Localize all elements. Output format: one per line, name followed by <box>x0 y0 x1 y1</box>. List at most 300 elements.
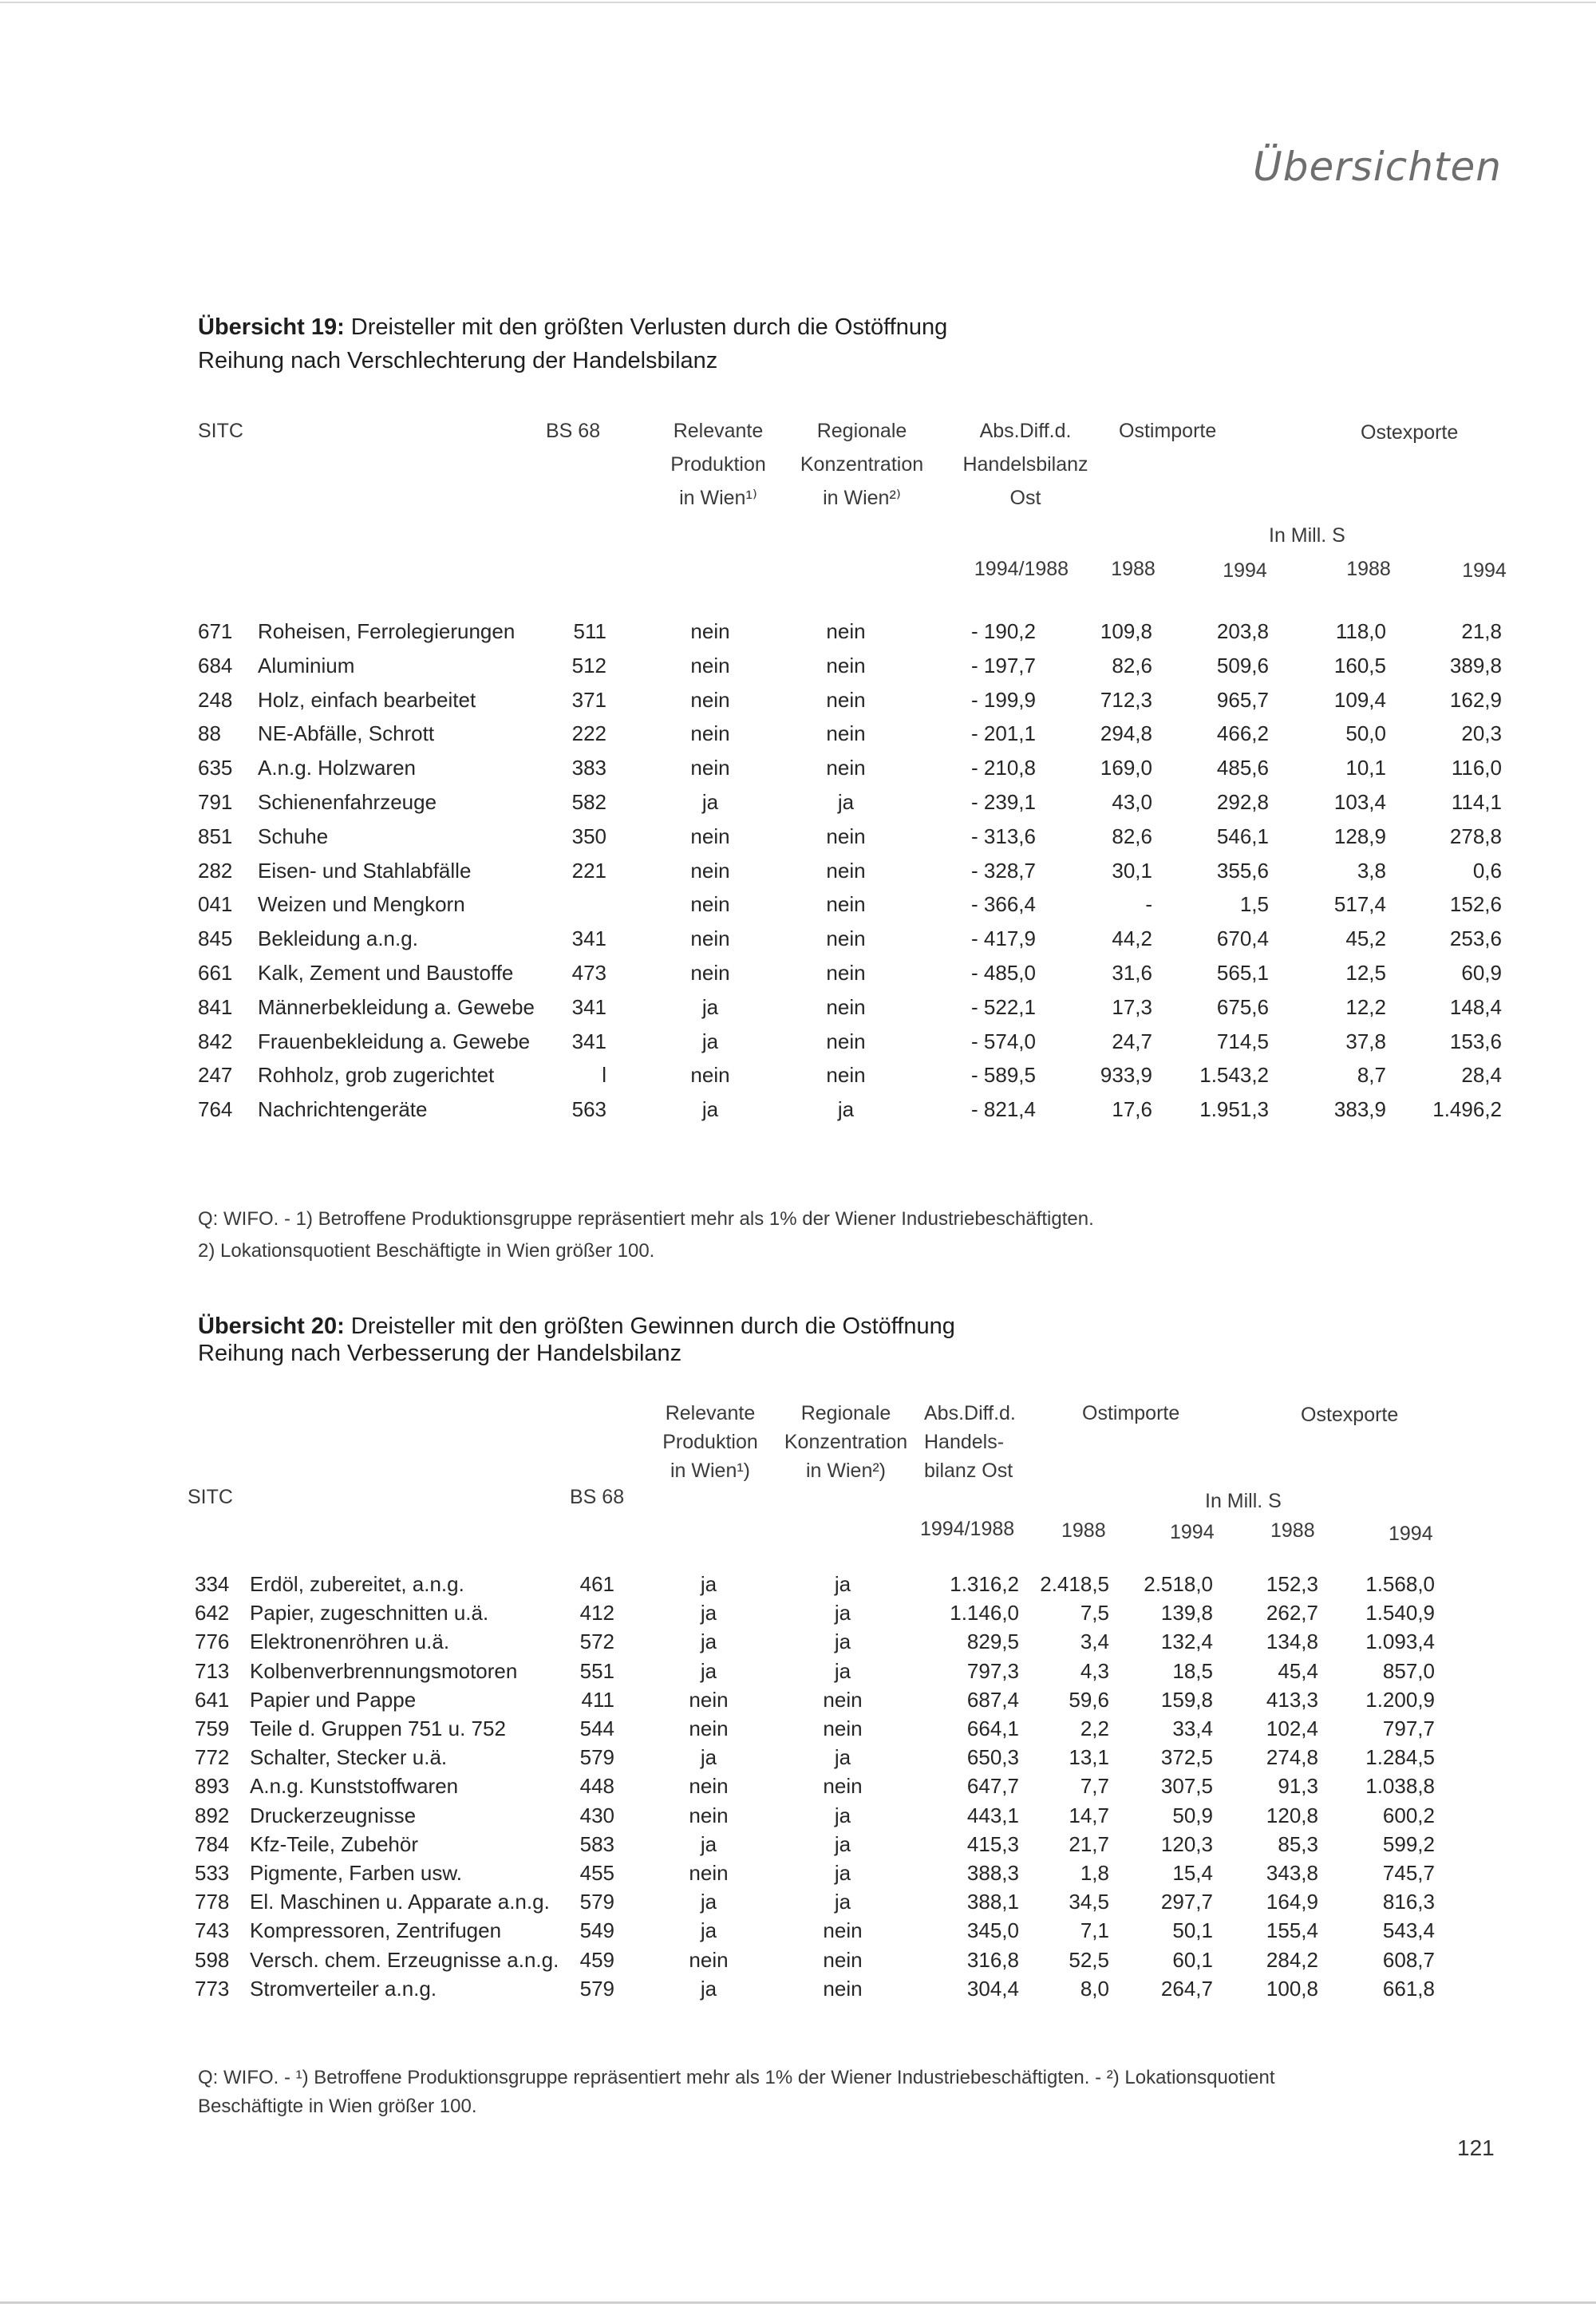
regional-cell: nein <box>826 892 866 917</box>
name-cell: Kompressoren, Zentrifugen <box>250 1918 502 1943</box>
table-row <box>0 824 1596 858</box>
relevant-cell: nein <box>689 1716 729 1740</box>
table-row <box>0 688 1596 721</box>
absdiff-cell: 664,1 <box>966 1716 1019 1740</box>
name-cell: Papier und Pappe <box>250 1687 417 1712</box>
bs68-cell: 579 <box>579 1745 614 1770</box>
name-cell: Holz, einfach bearbeitet <box>258 687 476 712</box>
ostexporte-1994-cell: 816,3 <box>1382 1890 1435 1914</box>
ostexporte-1994-cell: 152,6 <box>1449 892 1502 917</box>
relevant-cell: ja <box>700 1918 717 1943</box>
sitc-cell: 533 <box>195 1861 230 1885</box>
ostimporte-1988-cell: 3,4 <box>1080 1630 1109 1654</box>
sitc-cell: 282 <box>198 858 233 883</box>
table20-note-1: Q: WIFO. - ¹) Betroffene Produktionsgruppe repräsentiert mehr als 1% der Wiener Industriebeschäftigten. - ²) Lokationsquotient <box>198 2067 1275 2088</box>
col-header-ostimporte: Ostimporte <box>1082 1402 1180 1424</box>
ostexporte-1994-cell: 599,2 <box>1382 1831 1435 1856</box>
ostimporte-1994-cell: 1.543,2 <box>1199 1063 1269 1088</box>
relevant-cell: nein <box>689 1687 729 1712</box>
col-header-year-exp88: 1988 <box>1346 558 1391 580</box>
ostimporte-1988-cell: 7,1 <box>1080 1918 1109 1943</box>
bs68-cell: 551 <box>579 1658 614 1683</box>
ostimporte-1988-cell: 82,6 <box>1112 653 1152 677</box>
regional-cell: nein <box>826 994 866 1019</box>
regional-cell: nein <box>826 824 866 848</box>
ostimporte-1988-cell: 31,6 <box>1112 961 1152 985</box>
ostimporte-1994-cell: 15,4 <box>1172 1861 1213 1885</box>
name-cell: Roheisen, Ferrolegierungen <box>258 619 516 643</box>
col-header-bs68: BS 68 <box>546 420 601 442</box>
sitc-cell: 791 <box>198 790 233 814</box>
absdiff-cell: - 199,9 <box>971 687 1036 712</box>
col-header-relevant <box>654 414 782 515</box>
ostexporte-1994-cell: 114,1 <box>1451 790 1502 814</box>
sitc-cell: 671 <box>198 619 233 643</box>
ostimporte-1994-cell: 466,2 <box>1216 721 1269 746</box>
ostexporte-1988-cell: 164,9 <box>1266 1890 1318 1914</box>
regional-cell: nein <box>826 858 866 883</box>
table19-title-text: Dreisteller mit den größten Verlusten durch die Ostöffnung <box>344 314 948 340</box>
absdiff-cell: - 417,9 <box>971 926 1036 951</box>
regional-cell: ja <box>834 1890 851 1914</box>
name-cell: Schienenfahrzeuge <box>258 790 437 814</box>
sitc-cell: 713 <box>195 1658 230 1683</box>
bs68-cell: 411 <box>581 1687 614 1712</box>
name-cell: Erdöl, zubereitet, a.n.g. <box>250 1572 464 1596</box>
col-header-sitc: SITC <box>188 1486 233 1508</box>
relevant-cell: ja <box>701 1029 719 1053</box>
name-cell: Rohholz, grob zugerichtet <box>258 1063 495 1088</box>
col-header-absdiff <box>924 1399 1016 1485</box>
col-header-bs68: BS 68 <box>570 1486 625 1508</box>
col-header-year-diff: 1994/1988 <box>920 1518 1015 1540</box>
col-header-regional <box>770 1399 922 1485</box>
name-cell: Druckerzeugnisse <box>250 1803 417 1827</box>
absdiff-cell: 388,3 <box>966 1861 1019 1885</box>
bs68-cell: 579 <box>579 1976 614 2001</box>
ostimporte-1994-cell: 159,8 <box>1160 1687 1213 1712</box>
absdiff-cell: 647,7 <box>966 1774 1019 1799</box>
regional-cell: ja <box>834 1601 851 1626</box>
sitc-cell: 842 <box>198 1029 233 1053</box>
name-cell: Elektronenröhren u.ä. <box>250 1630 450 1654</box>
table20-title-text: Dreisteller mit den größten Gewinnen durch die Ostöffnung <box>344 1314 955 1339</box>
ostexporte-1994-cell: 148,4 <box>1449 994 1502 1019</box>
ostimporte-1994-cell: 33,4 <box>1172 1716 1213 1740</box>
ostimporte-1988-cell: 59,6 <box>1069 1687 1109 1712</box>
sitc-cell: 851 <box>198 824 233 848</box>
relevant-cell: nein <box>690 1063 730 1088</box>
absdiff-cell: 1.316,2 <box>950 1572 1019 1596</box>
ostimporte-1994-cell: 670,4 <box>1216 926 1269 951</box>
absdiff-cell: - 239,1 <box>971 790 1036 814</box>
bs68-cell: 341 <box>571 926 606 951</box>
absdiff-cell: - 821,4 <box>971 1097 1036 1122</box>
relevant-cell: nein <box>690 619 730 643</box>
ostimporte-1988-cell: 2,2 <box>1080 1716 1109 1740</box>
name-cell: Papier, zugeschnitten u.ä. <box>250 1601 489 1626</box>
table-row <box>0 1977 1596 2010</box>
bs68-cell: 341 <box>571 1029 606 1053</box>
ostimporte-1994-cell: 565,1 <box>1216 961 1269 985</box>
ostexporte-1988-cell: 3,8 <box>1357 858 1386 883</box>
bs68-cell: l <box>602 1063 606 1088</box>
ostimporte-1988-cell: 21,7 <box>1069 1831 1109 1856</box>
ostexporte-1994-cell: 0,6 <box>1472 858 1502 883</box>
col-header-year-imp94: 1994 <box>1170 1521 1215 1543</box>
ostexporte-1994-cell: 600,2 <box>1382 1803 1435 1827</box>
sitc-cell: 743 <box>195 1918 230 1943</box>
bs68-cell: 371 <box>571 687 606 712</box>
ostexporte-1988-cell: 517,4 <box>1333 892 1386 917</box>
ostexporte-1994-cell: 389,8 <box>1449 653 1502 677</box>
sitc-cell: 334 <box>195 1572 230 1596</box>
col-header-relevant-line3: in Wien¹) <box>670 1460 750 1482</box>
sitc-cell: 892 <box>195 1803 230 1827</box>
sitc-cell: 776 <box>195 1630 230 1654</box>
regional-cell: nein <box>826 619 866 643</box>
relevant-cell: nein <box>690 892 730 917</box>
col-header-relevant-line1: Relevante <box>665 1402 756 1424</box>
ostexporte-1994-cell: 1.568,0 <box>1365 1572 1435 1596</box>
relevant-cell: nein <box>689 1947 729 1972</box>
table-row <box>0 859 1596 892</box>
sitc-cell: 661 <box>198 961 233 985</box>
ostimporte-1994-cell: 50,9 <box>1172 1803 1213 1827</box>
ostexporte-1988-cell: 100,8 <box>1266 1976 1318 2001</box>
ostexporte-1994-cell: 1.496,2 <box>1432 1097 1502 1122</box>
relevant-cell: nein <box>690 721 730 746</box>
bs68-cell: 412 <box>579 1601 614 1626</box>
ostexporte-1994-cell: 20,3 <box>1461 721 1502 746</box>
regional-cell: ja <box>834 1803 851 1827</box>
col-header-relevant <box>650 1399 770 1485</box>
ostexporte-1988-cell: 120,8 <box>1266 1803 1318 1827</box>
table20-note-2: Beschäftigte in Wien größer 100. <box>198 2096 477 2117</box>
table-row <box>0 926 1596 960</box>
relevant-cell: nein <box>690 858 730 883</box>
bs68-cell: 341 <box>571 994 606 1019</box>
relevant-cell: ja <box>700 1601 717 1626</box>
ostexporte-1988-cell: 383,9 <box>1333 1097 1386 1122</box>
col-header-absdiff-line3: bilanz Ost <box>924 1460 1013 1482</box>
bs68-cell: 383 <box>571 756 606 780</box>
bs68-cell: 582 <box>571 790 606 814</box>
bs68-cell: 459 <box>579 1947 614 1972</box>
absdiff-cell: - 313,6 <box>971 824 1036 848</box>
bs68-cell: 473 <box>571 961 606 985</box>
name-cell: Stromverteiler a.n.g. <box>250 1976 437 2001</box>
col-header-relevant-line2: Produktion <box>670 453 766 476</box>
ostexporte-1994-cell: 162,9 <box>1449 687 1502 712</box>
table-row <box>0 1097 1596 1131</box>
sitc-cell: 764 <box>198 1097 233 1122</box>
relevant-cell: nein <box>689 1803 729 1827</box>
ostimporte-1988-cell: 24,7 <box>1112 1029 1152 1053</box>
relevant-cell: ja <box>700 1831 717 1856</box>
bs68-cell: 544 <box>579 1716 614 1740</box>
sitc-cell: 041 <box>198 892 233 917</box>
sitc-cell: 772 <box>195 1745 230 1770</box>
col-header-year-imp88: 1988 <box>1111 558 1156 580</box>
ostimporte-1994-cell: 2.518,0 <box>1144 1572 1213 1596</box>
ostexporte-1994-cell: 543,4 <box>1382 1918 1435 1943</box>
ostimporte-1988-cell: 30,1 <box>1112 858 1152 883</box>
ostimporte-1988-cell: 44,2 <box>1112 926 1152 951</box>
absdiff-cell: 1.146,0 <box>950 1601 1019 1626</box>
sitc-cell: 759 <box>195 1716 230 1740</box>
ostimporte-1988-cell: 82,6 <box>1112 824 1152 848</box>
absdiff-cell: 316,8 <box>966 1947 1019 1972</box>
ostimporte-1994-cell: 50,1 <box>1172 1918 1213 1943</box>
bs68-cell: 222 <box>571 721 606 746</box>
ostimporte-1994-cell: 18,5 <box>1172 1658 1213 1683</box>
ostimporte-1988-cell: 34,5 <box>1069 1890 1109 1914</box>
regional-cell: nein <box>826 756 866 780</box>
sitc-cell: 88 <box>198 721 221 746</box>
relevant-cell: ja <box>701 1097 719 1122</box>
ostexporte-1994-cell: 1.038,8 <box>1365 1774 1435 1799</box>
ostimporte-1994-cell: 485,6 <box>1216 756 1269 780</box>
ostimporte-1988-cell: 1,8 <box>1080 1861 1109 1885</box>
ostimporte-1994-cell: 965,7 <box>1216 687 1269 712</box>
ostexporte-1988-cell: 160,5 <box>1333 653 1386 677</box>
table20-subtitle: Reihung nach Verbesserung der Handelsbilanz <box>198 1341 682 1366</box>
ostexporte-1994-cell: 857,0 <box>1382 1658 1435 1683</box>
ostexporte-1994-cell: 278,8 <box>1449 824 1502 848</box>
col-header-absdiff-line2: Handels- <box>924 1431 1005 1453</box>
relevant-cell: nein <box>690 824 730 848</box>
sitc-cell: 778 <box>195 1890 230 1914</box>
bs68-cell: 549 <box>579 1918 614 1943</box>
ostexporte-1994-cell: 153,6 <box>1449 1029 1502 1053</box>
absdiff-cell: 829,5 <box>966 1630 1019 1654</box>
relevant-cell: nein <box>690 756 730 780</box>
page-top-edge <box>0 2 1596 3</box>
name-cell: Teile d. Gruppen 751 u. 752 <box>250 1716 506 1740</box>
table19-title <box>198 310 947 345</box>
col-header-sitc: SITC <box>198 420 243 442</box>
running-head: Übersichten <box>1253 144 1502 190</box>
bs68-cell: 350 <box>571 824 606 848</box>
ostimporte-1988-cell: 4,3 <box>1080 1658 1109 1683</box>
ostimporte-1994-cell: 546,1 <box>1216 824 1269 848</box>
bs68-cell: 430 <box>579 1803 614 1827</box>
col-header-year-imp88: 1988 <box>1061 1519 1106 1542</box>
regional-cell: nein <box>823 1774 863 1799</box>
sitc-cell: 641 <box>195 1687 230 1712</box>
relevant-cell: nein <box>689 1774 729 1799</box>
ostimporte-1994-cell: 132,4 <box>1160 1630 1213 1654</box>
sitc-cell: 642 <box>195 1601 230 1626</box>
relevant-cell: ja <box>700 1745 717 1770</box>
ostimporte-1994-cell: 1,5 <box>1239 892 1269 917</box>
ostexporte-1988-cell: 109,4 <box>1333 687 1386 712</box>
regional-cell: nein <box>826 926 866 951</box>
name-cell: El. Maschinen u. Apparate a.n.g. <box>250 1890 550 1914</box>
col-header-year-exp94: 1994 <box>1462 559 1507 582</box>
table-row <box>0 892 1596 926</box>
ostimporte-1988-cell: 109,8 <box>1100 619 1152 643</box>
regional-cell: nein <box>823 1947 863 1972</box>
table19-note-1: Q: WIFO. - 1) Betroffene Produktionsgruppe repräsentiert mehr als 1% der Wiener Industriebeschäftigten. <box>198 1208 1094 1230</box>
bs68-cell: 511 <box>573 619 606 643</box>
name-cell: Versch. chem. Erzeugnisse a.n.g. <box>250 1947 559 1972</box>
ostexporte-1988-cell: 37,8 <box>1345 1029 1386 1053</box>
name-cell: Bekleidung a.n.g. <box>258 926 418 951</box>
ostimporte-1988-cell: 13,1 <box>1069 1745 1109 1770</box>
relevant-cell: ja <box>700 1572 717 1596</box>
absdiff-cell: 797,3 <box>966 1658 1019 1683</box>
table19-subtitle: Reihung nach Verschlechterung der Handelsbilanz <box>198 348 718 373</box>
ostexporte-1988-cell: 274,8 <box>1266 1745 1318 1770</box>
name-cell: A.n.g. Kunststoffwaren <box>250 1774 459 1799</box>
ostimporte-1994-cell: 307,5 <box>1160 1774 1213 1799</box>
table19-title-label: Übersicht 19: <box>198 314 345 340</box>
name-cell: Eisen- und Stahlabfälle <box>258 858 472 883</box>
ostexporte-1994-cell: 1.093,4 <box>1365 1630 1435 1654</box>
ostexporte-1988-cell: 262,7 <box>1266 1601 1318 1626</box>
table-row <box>0 619 1596 653</box>
ostexporte-1994-cell: 661,8 <box>1382 1976 1435 2001</box>
col-header-absdiff-line1: Abs.Diff.d. <box>924 1402 1016 1424</box>
ostexporte-1988-cell: 8,7 <box>1357 1063 1386 1088</box>
absdiff-cell: 687,4 <box>966 1687 1019 1712</box>
ostexporte-1994-cell: 1.200,9 <box>1365 1687 1435 1712</box>
ostexporte-1994-cell: 1.540,9 <box>1365 1601 1435 1626</box>
ostexporte-1988-cell: 10,1 <box>1345 756 1386 780</box>
ostexporte-1988-cell: 50,0 <box>1345 721 1386 746</box>
absdiff-cell: - 190,2 <box>971 619 1036 643</box>
ostimporte-1988-cell: 43,0 <box>1112 790 1152 814</box>
ostexporte-1994-cell: 745,7 <box>1382 1861 1435 1885</box>
bs68-cell: 448 <box>579 1774 614 1799</box>
absdiff-cell: 415,3 <box>966 1831 1019 1856</box>
table-row <box>0 1063 1596 1096</box>
regional-cell: nein <box>826 687 866 712</box>
ostimporte-1988-cell: 8,0 <box>1080 1976 1109 2001</box>
col-header-absdiff-line1: Abs.Diff.d. <box>979 420 1072 442</box>
absdiff-cell: - 589,5 <box>971 1063 1036 1088</box>
table19-note-2: 2) Lokationsquotient Beschäftigte in Wien größer 100. <box>198 1240 655 1262</box>
ostimporte-1994-cell: 675,6 <box>1216 994 1269 1019</box>
sitc-cell: 684 <box>198 653 233 677</box>
ostexporte-1988-cell: 103,4 <box>1333 790 1386 814</box>
name-cell: Frauenbekleidung a. Gewebe <box>258 1029 531 1053</box>
name-cell: Kfz-Teile, Zubehör <box>250 1831 418 1856</box>
col-header-ostexporte: Ostexporte <box>1301 1404 1399 1426</box>
ostexporte-1988-cell: 343,8 <box>1266 1861 1318 1885</box>
table-row <box>0 995 1596 1029</box>
absdiff-cell: 304,4 <box>966 1976 1019 2001</box>
absdiff-cell: - 201,1 <box>971 721 1036 746</box>
sitc-cell: 635 <box>198 756 233 780</box>
col-header-year-diff: 1994/1988 <box>974 558 1069 580</box>
ostimporte-1988-cell: 52,5 <box>1069 1947 1109 1972</box>
regional-cell: ja <box>837 1097 855 1122</box>
name-cell: Schalter, Stecker u.ä. <box>250 1745 448 1770</box>
ostexporte-1988-cell: 91,3 <box>1278 1774 1318 1799</box>
regional-cell: nein <box>823 1976 863 2001</box>
sitc-cell: 784 <box>195 1831 230 1856</box>
ostexporte-1988-cell: 152,3 <box>1266 1572 1318 1596</box>
ostexporte-1988-cell: 155,4 <box>1266 1918 1318 1943</box>
table20-title-label: Übersicht 20: <box>198 1314 345 1339</box>
ostexporte-1988-cell: 134,8 <box>1266 1630 1318 1654</box>
ostimporte-1994-cell: 509,6 <box>1216 653 1269 677</box>
ostexporte-1988-cell: 85,3 <box>1278 1831 1318 1856</box>
absdiff-cell: - 485,0 <box>971 961 1036 985</box>
relevant-cell: nein <box>690 653 730 677</box>
col-header-relevant-line1: Relevante <box>673 420 764 442</box>
absdiff-cell: 443,1 <box>966 1803 1019 1827</box>
absdiff-cell: - 210,8 <box>971 756 1036 780</box>
table-row <box>0 721 1596 755</box>
absdiff-cell: - 574,0 <box>971 1029 1036 1053</box>
ostimporte-1994-cell: 1.951,3 <box>1199 1097 1269 1122</box>
ostexporte-1994-cell: 797,7 <box>1382 1716 1435 1740</box>
regional-cell: ja <box>834 1572 851 1596</box>
ostexporte-1994-cell: 28,4 <box>1461 1063 1502 1088</box>
bs68-cell: 583 <box>579 1831 614 1856</box>
name-cell: Nachrichtengeräte <box>258 1097 428 1122</box>
col-header-regional-line3: in Wien²) <box>805 1460 886 1482</box>
regional-cell: ja <box>834 1630 851 1654</box>
page-bottom-edge <box>0 2301 1596 2304</box>
col-header-year-imp94: 1994 <box>1223 559 1267 582</box>
col-header-ostimporte: Ostimporte <box>1119 420 1217 442</box>
unit-label: In Mill. S <box>1269 524 1345 547</box>
ostimporte-1988-cell: 2.418,5 <box>1040 1572 1109 1596</box>
col-header-regional-line1: Regionale <box>800 1402 891 1424</box>
bs68-cell: 563 <box>571 1097 606 1122</box>
ostexporte-1994-cell: 21,8 <box>1461 619 1502 643</box>
name-cell: Pigmente, Farben usw. <box>250 1861 462 1885</box>
sitc-cell: 893 <box>195 1774 230 1799</box>
ostimporte-1988-cell: 933,9 <box>1100 1063 1152 1088</box>
regional-cell: nein <box>826 721 866 746</box>
ostimporte-1988-cell: 712,3 <box>1100 687 1152 712</box>
ostexporte-1994-cell: 253,6 <box>1449 926 1502 951</box>
ostexporte-1988-cell: 45,4 <box>1278 1658 1318 1683</box>
col-header-regional <box>782 414 942 515</box>
bs68-cell: 572 <box>579 1630 614 1654</box>
sitc-cell: 773 <box>195 1976 230 2001</box>
relevant-cell: nein <box>690 961 730 985</box>
page-number: 121 <box>1457 2135 1495 2160</box>
table-row <box>0 756 1596 789</box>
relevant-cell: ja <box>700 1976 717 2001</box>
bs68-cell: 221 <box>571 858 606 883</box>
ostexporte-1994-cell: 60,9 <box>1461 961 1502 985</box>
ostimporte-1994-cell: 372,5 <box>1160 1745 1213 1770</box>
absdiff-cell: - 366,4 <box>971 892 1036 917</box>
absdiff-cell: - 197,7 <box>971 653 1036 677</box>
ostexporte-1988-cell: 102,4 <box>1266 1716 1318 1740</box>
absdiff-cell: - 328,7 <box>971 858 1036 883</box>
relevant-cell: nein <box>689 1861 729 1885</box>
ostimporte-1988-cell: - <box>1145 892 1152 917</box>
ostimporte-1994-cell: 60,1 <box>1172 1947 1213 1972</box>
bs68-cell: 455 <box>579 1861 614 1885</box>
ostexporte-1988-cell: 12,2 <box>1345 994 1386 1019</box>
col-header-absdiff <box>950 414 1101 515</box>
regional-cell: nein <box>823 1918 863 1943</box>
col-header-year-exp94: 1994 <box>1389 1523 1433 1545</box>
ostimporte-1988-cell: 14,7 <box>1069 1803 1109 1827</box>
col-header-relevant-line3: in Wien¹⁾ <box>679 487 757 509</box>
ostimporte-1988-cell: 7,5 <box>1080 1601 1109 1626</box>
